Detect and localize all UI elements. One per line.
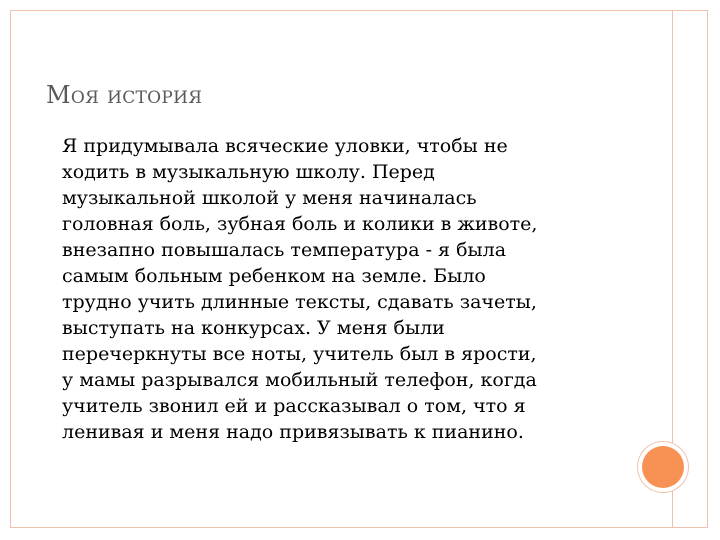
body-line: самым больным ребенком на земле. Было <box>62 265 486 287</box>
right-decorative-band <box>672 10 708 528</box>
body-line: учитель звонил ей и рассказывал о том, что я <box>62 395 526 417</box>
body-line: трудно учить длинные тексты, сдавать зачеты, <box>62 291 537 313</box>
body-line: перечеркнуты все ноты, учитель был в ярости, <box>62 343 537 365</box>
orange-circle-decoration <box>642 446 684 488</box>
body-line: Я придумывала всяческие уловки, чтобы не <box>62 135 508 157</box>
body-line: музыкальной школой у меня начиналась <box>62 187 477 209</box>
slide-body-text <box>62 133 622 445</box>
body-line: ленивая и меня надо привязывать к пианино. <box>62 421 524 443</box>
body-line: головная боль, зубная боль и колики в животе, <box>62 213 538 235</box>
body-line: ходить в музыкальную школу. Перед <box>62 161 435 183</box>
slide-title: Моя история <box>46 81 203 109</box>
body-line: выступать на конкурсах. У меня были <box>62 317 445 339</box>
body-line: внезапно повышалась температура - я была <box>62 239 507 261</box>
body-line: у мамы разрывался мобильный телефон, когда <box>62 369 537 391</box>
